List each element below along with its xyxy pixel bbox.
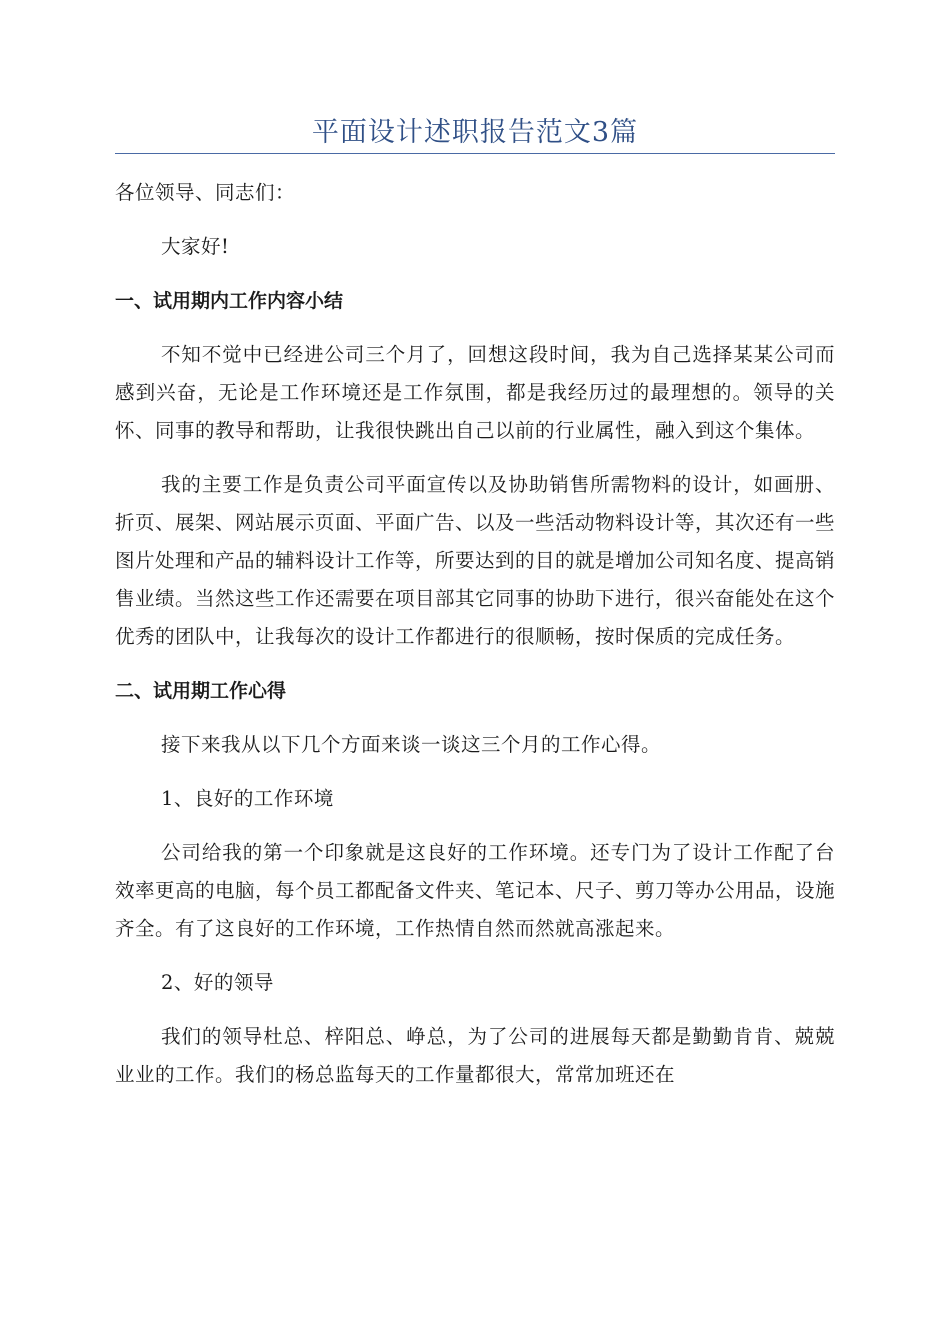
paragraph: 我们的领导杜总、梓阳总、峥总，为了公司的进展每天都是勤勤肯肯、兢兢业业的工作。我们的杨总监每天的工作量都很大，常常加班还在 <box>115 1025 835 1086</box>
document-page <box>115 0 835 1094</box>
subheading: 1、良好的工作环境 <box>161 787 334 810</box>
paragraph: 公司给我的第一个印象就是这良好的工作环境。还专门为了设计工作配了台效率更高的电脑，每个员工都配备文件夹、笔记本、尺子、剪刀等办公用品，设施齐全。有了这良好的工作环境，工作热情自然而然就高涨起来。 <box>115 841 836 940</box>
paragraph: 接下来我从以下几个方面来谈一谈这三个月的工作心得。 <box>161 733 662 756</box>
section-heading-2: 二、试用期工作心得 <box>115 680 287 702</box>
paragraph: 不知不觉中已经进公司三个月了，回想这段时间，我为自己选择某某公司而感到兴奋，无论是工作环境还是工作氛围，都是我经历过的最理想的。领导的关怀、同事的教导和帮助，让我很快跳出自己以前的行业属性，融入到这个集体。 <box>115 343 835 442</box>
paragraph: 我的主要工作是负责公司平面宣传以及协助销售所需物料的设计，如画册、折页、展架、网站展示页面、平面广告、以及一些活动物料设计等，其次还有一些图片处理和产品的辅料设计工作等，所要达到的目的就是增加公司知名度、提高销售业绩。当然这些工作还需要在项目部其它同事的协助下进行，很兴奋能处在这个优秀的团队中，让我每次的设计工作都进行的很顺畅，按时保质的完成任务。 <box>115 473 836 648</box>
greeting: 大家好! <box>161 235 230 258</box>
subheading: 2、好的领导 <box>161 971 274 994</box>
title-underline <box>115 153 835 154</box>
document-title: 平面设计述职报告范文3篇 <box>311 117 639 148</box>
salutation: 各位领导、同志们： <box>115 181 296 204</box>
section-heading-1: 一、试用期内工作内容小结 <box>115 290 344 312</box>
